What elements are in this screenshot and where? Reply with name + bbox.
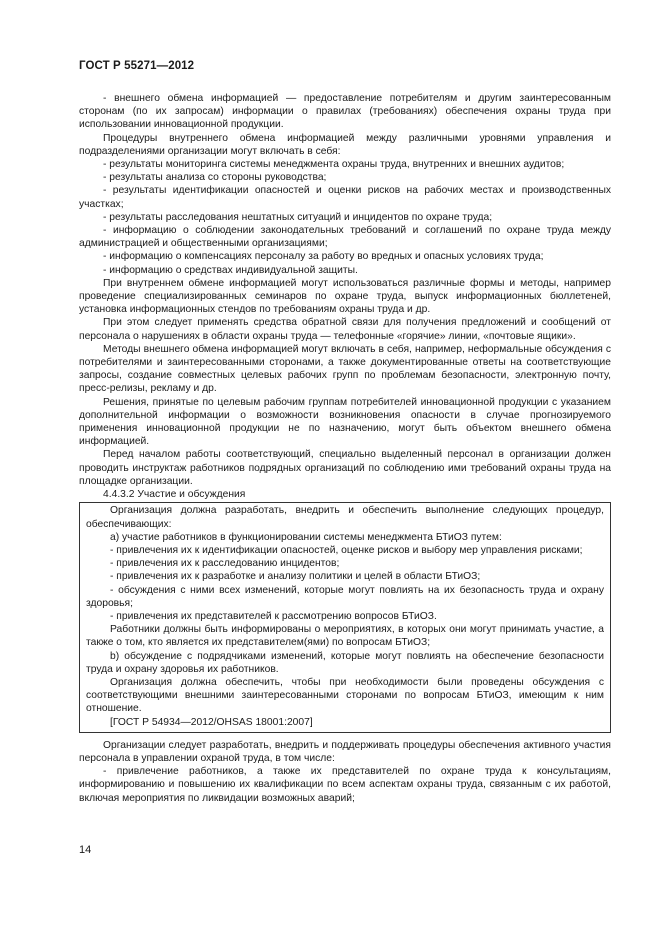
paragraph: Перед началом работы соответствующий, специально выделенный персонал в организации должен проводить инструктаж работников подрядных организаций по соблюдению ими требований охраны труда на площадке организации.: [79, 449, 611, 487]
list-item: - результаты расследования нештатных ситуаций и инцидентов по охране труда;: [103, 211, 493, 223]
list-item: - привлечение работников, а также их представителей по охране труда к консультациям, информированию и повышению их квалификации по всем аспектам охраны труда, связанным с их работой, включая мероприятия по ликвидации возможных аварий;: [79, 766, 611, 804]
box-list-item: - привлечения их к идентификации опасностей, оценке рисков и выбору мер управления рисками;: [110, 544, 583, 556]
box-list-item: - привлечения их к разработке и анализу политики и целей в области БТиОЗ;: [110, 571, 481, 583]
box-paragraph: Работники должны быть информированы о мероприятиях, в которых они могут принимать участие, а также о том, кто является их представителем(ями) по вопросам БТиОЗ;: [86, 624, 604, 649]
paragraph: - внешнего обмена информацией — предоставление потребителям и другим заинтересованным сторонам (по их запросам) информации о правилах (требованиях) обеспечения охраны труда при использовании инновационной продукции.: [79, 93, 611, 131]
page-body: [79, 92, 611, 805]
list-item: - результаты мониторинга системы менеджмента охраны труда, внутренних и внешних аудитов;: [103, 159, 565, 171]
box-list-item: - обсуждения с ними всех изменений, которые могут повлиять на их безопасность труда и охрану здоровья;: [86, 584, 604, 609]
section-title: 4.4.3.2 Участие и обсуждения: [103, 489, 246, 501]
box-paragraph: Организация должна обеспечить, чтобы при необходимости были проведены обсуждения с соответствующими внешними заинтересованными сторонами по вопросам БТиОЗ, имеющим к ним отношение.: [86, 676, 604, 715]
box-paragraph: a) участие работников в функционировании системы менеджмента БТиОЗ путем:: [110, 531, 502, 543]
box-paragraph: b) обсуждение с подрядчиками изменений, которые могут повлиять на обеспечение безопасности труда и охрану здоровья их работников.: [86, 650, 604, 675]
paragraph: Организации следует разработать, внедрить и поддерживать процедуры обеспечения активного участия персонала в управлении охраной труда, в том числе:: [79, 739, 611, 764]
box-list-item: - привлечения их представителей к рассмотрению вопросов БТиОЗ.: [110, 610, 437, 622]
list-item: - информацию о соблюдении законодательных требований и соглашений по охране труда между администрацией и общественными организациями;: [79, 225, 611, 250]
box-reference: [ГОСТ Р 54934—2012/OHSAS 18001:2007]: [110, 716, 313, 728]
page-number: 14: [79, 844, 92, 856]
paragraph: Процедуры внутреннего обмена информацией между различными уровнями управления и подразделениями организации могут включать в себя:: [79, 132, 611, 157]
box-paragraph: Организация должна разработать, внедрить и обеспечить выполнение следующих процедур, обеспечивающих:: [86, 505, 604, 530]
paragraph: При этом следует применять средства обратной связи для получения предложений и сообщений от персонала о нарушениях в области охраны труда — телефонные «горячие» линии, «почтовые ящики».: [79, 317, 611, 342]
paragraph: При внутреннем обмене информацией могут использоваться различные формы и методы, например проведение специализированных семинаров по охране труда, выпуск информационных бюллетеней, установка информационных стендов по требованиям охраны труда и др.: [79, 277, 611, 316]
paragraph: Методы внешнего обмена информацией могут включать в себя, например, неформальные обсуждения с потребителями и заинтересованными сторонами, а также документированные ответы на соответствующие запросы, создание совместных целевых рабочих групп по проблемам безопасности, электронную почту, пресс-релизы, рекламу и др.: [79, 343, 611, 395]
document-header: ГОСТ Р 55271—2012: [79, 60, 195, 72]
list-item: - результаты анализа со стороны руководства;: [103, 172, 327, 184]
list-item: - результаты идентификации опасностей и оценки рисков на рабочих местах и производственных участках;: [79, 185, 611, 210]
quote-box: [79, 502, 611, 732]
list-item: - информацию о средствах индивидуальной защиты.: [103, 264, 358, 276]
paragraph: Решения, принятые по целевым рабочим группам потребителей инновационной продукции с указанием дополнительной информации о возможности возникновения опасности в случае прогнозируемого применения инновационной продукции не по назначению, могут быть объектом внешнего обмена информацией.: [79, 396, 611, 448]
list-item: - информацию о компенсациях персоналу за работу во вредных и опасных условиях труда;: [103, 251, 544, 263]
box-list-item: - привлечения их к расследованию инцидентов;: [110, 558, 340, 570]
